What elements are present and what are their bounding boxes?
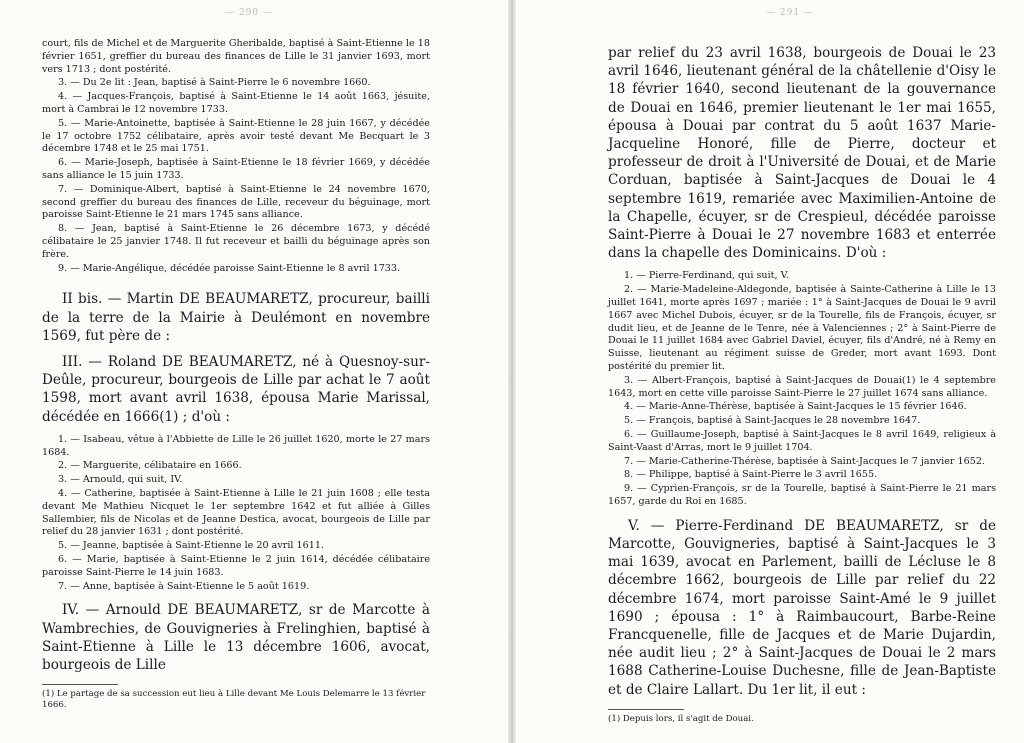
section-heading-5: V. — Pierre-Ferdinand DE BEAUMARETZ, sr de Marcotte, Gouvigneries, baptisé à Saint-Jacques le 3 mai 1639, avocat en Parlement, bailli de Lécluse le 8 décembre 1662, bourgeois de Lille par relief du 22 décembre 1674, mort paroisse Saint-Amé le 9 juillet 1690 ; épousa : 1° à Raimbaucourt, Barbe-Reine Francquenelle, fille de Jacques et de Marie Dujardin, née audit lieu ; 2° à Saint-Jacques de Douai le 2 mars 1688 Catherine-Louise Duchesne, fille de Jean-Baptiste et de Claire Lallart. Du 1er lit, il eut :: [608, 517, 996, 698]
page-number: — 290 —: [225, 8, 273, 18]
list-item: 5. — François, baptisé à Saint-Jacques le 28 novembre 1647.: [624, 415, 921, 427]
list-item: 9. — Marie-Angélique, décédée paroisse Saint-Etienne le 8 avril 1733.: [58, 262, 401, 274]
list-item: 7. — Anne, baptisée à Saint-Etienne le 5 août 1619.: [58, 580, 310, 592]
list-item: 1. — Isabeau, vêtue à l'Abbiette de Lille le 26 juillet 1620, morte le 27 mars 1684.: [42, 433, 430, 458]
list-item: 6. — Guillaume-Joseph, baptisé à Saint-Jacques le 8 avril 1649, religieux à Saint-Vaast d'Arras, mort le 9 juillet 1704.: [608, 429, 996, 453]
list-item: 5. — Marie-Antoinette, baptisée à Saint-Etienne le 28 juin 1667, y décédée le 17 octobre 1752 célibataire, après avoir testé devant Me Becquart le 3 décembre 1748 et le 25 mai 1751.: [42, 117, 430, 155]
list-item: 8. — Philippe, baptisé à Saint-Pierre le 3 avril 1655.: [624, 469, 878, 481]
footnote: (1) Le partage de sa succession eut lieu à Lille devant Me Louis Delemarre le 13 février 1666.: [42, 689, 426, 711]
left-page: [0, 0, 508, 743]
list-item: 1. — Pierre-Ferdinand, qui suit, V.: [624, 270, 789, 282]
section-heading-3: III. — Roland DE BEAUMARETZ, né à Quesnoy-sur-Deûle, procureur, bourgeois de Lille par achat le 7 août 1598, mort avant avril 1638, épousa Marie Marissal, décédée en 1666(1) ; d'où :: [42, 353, 430, 425]
list-item: 3. — Arnould, qui suit, IV.: [58, 474, 183, 486]
list-item: 2. — Marguerite, célibataire en 1666.: [58, 460, 242, 472]
list-item: 8. — Jean, baptisé à Saint-Etienne le 26 décembre 1673, y décédé célibataire le 25 janvier 1748. Il fut receveur et bailli du béguinage après son frère.: [42, 223, 430, 260]
list-item: 7. — Dominique-Albert, baptisé à Saint-Etienne le 24 novembre 1670, second greffier du bureau des finances de Lille, receveur du béguinage, mort paroisse Saint-Etienne le 21 mars 1745 sans alliance.: [42, 183, 430, 221]
list-item: 5. — Jeanne, baptisée à Saint-Etienne le 20 avril 1611.: [58, 540, 325, 552]
list-item: 3. — Du 2e lit : Jean, baptisé à Saint-Pierre le 6 novembre 1660.: [58, 77, 371, 89]
list-item: 4. — Catherine, baptisée à Saint-Etienne à Lille le 21 juin 1608 ; elle testa devant Me Mathieu Nicquet le 1er septembre 1642 et fut alliée à Gilles Sallembier, fils de Nicolas et de Jeanne Destica, avocat, bourgeois de Lille par relief du 28 janvier 1631 ; dont postérité.: [42, 487, 430, 538]
right-text-column: [608, 44, 996, 725]
page-number: — 291 —: [766, 8, 814, 18]
list-item: 9. — Cyprien-François, sr de la Tourelle, baptisé à Saint-Pierre le 21 mars 1657, garde du Roi en 1685.: [608, 483, 996, 507]
list-item: 6. — Marie, baptisée à Saint-Etienne le 2 juin 1614, décédée célibataire paroisse Saint-Pierre le 14 juin 1683.: [42, 553, 430, 578]
list-item: 6. — Marie-Joseph, baptisée à Saint-Etienne le 18 février 1669, y décédée sans alliance le 15 juin 1733.: [42, 157, 430, 181]
left-text-column: [42, 38, 430, 711]
list-item: 4. — Jacques-François, baptisé à Saint-Etienne le 14 août 1663, jésuite, mort à Cambrai le 12 novembre 1733.: [42, 91, 430, 115]
list-item: 2. — Marie-Madeleine-Aldegonde, baptisée à Sainte-Catherine à Lille le 13 juillet 1641, morte après 1697 ; mariée : 1° à Saint-Jacques de Douai le 9 avril 1667 avec Michel Dubois, écuyer, sr de la Tourelle, fils de François, écuyer, sr dudit lieu, et de Jeanne de le Tenre, née à Valenciennes ; 2° à Saint-Pierre de Douai le 11 juillet 1684 avec Gabriel Daviel, écuyer, fils d'André, né à Remy en Suisse, lieutenant au régiment suisse de Greder, mort avant 1693. Dont postérité du premier lit.: [608, 284, 996, 373]
list-item: 4. — Marie-Anne-Thérèse, baptisée à Saint-Jacques le 15 février 1646.: [624, 401, 967, 413]
footnote-rule: [608, 709, 684, 710]
continuation-paragraph: court, fils de Michel et de Marguerite Gheribalde, baptisé à Saint-Etienne le 18 février 1651, greffier du bureau des finances de Lille le 31 janvier 1693, mort vers 1713 ; dont postérité.: [42, 38, 430, 75]
footnote: (1) Depuis lors, il s'agit de Douai.: [608, 713, 754, 724]
section-heading-4: IV. — Arnould DE BEAUMARETZ, sr de Marcotte à Wambrechies, de Gouvigneries à Frelinghien, baptisé à Saint-Etienne à Lille le 13 décembre 1606, avocat, bourgeois de Lille: [42, 602, 430, 673]
book-gutter: [508, 0, 516, 743]
section-heading-2bis: II bis. — Martin DE BEAUMARETZ, procureur, bailli de la terre de la Mairie à Deulémont en novembre 1569, fut père de :: [42, 291, 430, 344]
list-item: 3. — Albert-François, baptisé à Saint-Jacques de Douai(1) le 4 septembre 1643, mort en cette ville paroisse Saint-Pierre le 27 juillet 1674 sans alliance.: [608, 374, 996, 399]
footnote-rule: [42, 684, 118, 685]
continuation-paragraph: par relief du 23 avril 1638, bourgeois de Douai le 23 avril 1646, lieutenant général de la châtellenie d'Oisy le 18 février 1640, second lieutenant de la gouvernance de Douai en 1646, premier lieutenant le 1er mai 1655, épousa à Douai par contrat du 5 août 1637 Marie-Jacqueline Honoré, fille de Pierre, docteur et professeur de droit à l'Université de Douai, et de Marie Corduan, baptisée à Saint-Jacques de Douai le 4 septembre 1619, remariée avec Maximilien-Antoine de la Chapelle, écuyer, sr de Crespieul, décédée paroisse Saint-Pierre à Douai le 27 novembre 1683 et enterrée dans la chapelle des Dominicains. D'où :: [608, 45, 996, 262]
list-item: 7. — Marie-Catherine-Thérèse, baptisée à Saint-Jacques le 7 janvier 1652.: [624, 455, 986, 467]
right-page: [516, 0, 1024, 743]
